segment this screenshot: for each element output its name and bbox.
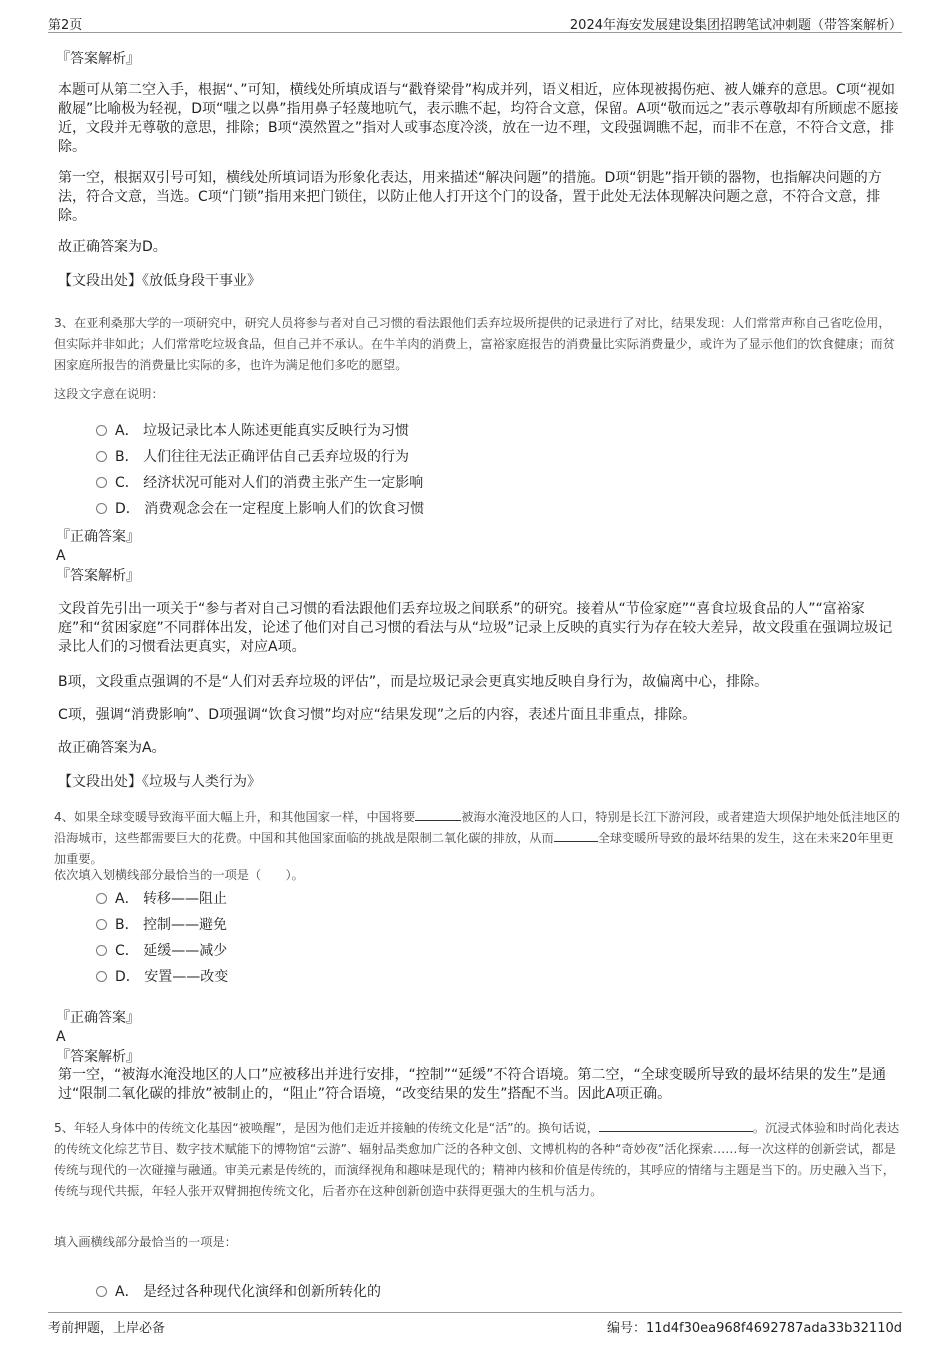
page-footer bbox=[48, 1312, 902, 1335]
radio-icon[interactable] bbox=[96, 945, 107, 956]
q2-answer: 故正确答案为D。 bbox=[58, 239, 167, 255]
blank-line bbox=[554, 841, 598, 842]
q5-stem: 5、年轻人身体中的传统文化基因“被唤醒”，是因为他们走近并接触的传统文化是“活”的。换句话说， 。沉浸式体验和时尚化表达的传统文化综艺节目、数字技术赋能下的博物馆“云游”、辐射品类愈加广泛的各种文创、文博机构的各种“奇妙夜”活化探索……每一次这样的创新尝试，都是传统与现代的一次碰撞与融通。审美元素是传统的，而演绎视角和趣味是现代的；精神内核和价值是传统的，其呼应的情绪与主题是当下的。历史融入当下，传统与现代共振，年轻人张开双臂拥抱传统文化，后者亦在这种创新创造中获得更强大的生机与活力。 bbox=[54, 1121, 900, 1198]
radio-icon[interactable] bbox=[96, 893, 107, 904]
radio-icon[interactable] bbox=[96, 1286, 107, 1297]
blank-line bbox=[415, 820, 461, 821]
q5-ask: 填入画横线部分最恰当的一项是： bbox=[54, 1235, 237, 1249]
q3-source: 【文段出处】《垃圾与人类行为》 bbox=[58, 774, 261, 790]
option-label: C． 延缓——减少 bbox=[115, 943, 228, 959]
radio-icon[interactable] bbox=[96, 425, 107, 436]
radio-icon[interactable] bbox=[96, 451, 107, 462]
q3-option-d[interactable] bbox=[96, 499, 424, 519]
option-label: A． 转移——阻止 bbox=[115, 891, 228, 907]
page-number: 第2页 bbox=[48, 18, 83, 33]
q3-option-b[interactable] bbox=[96, 447, 409, 467]
q3-analysis-p1: 文段首先引出一项关于“参与者对自己习惯的看法跟他们丢弃垃圾之间联系”的研究。接着从“节俭家庭”“喜食垃圾食品的人”“富裕家庭”和“贫困家庭”不同群体出发，论述了他们对自己习惯的看法与从“垃圾”记录上反映的真实行为存在较大差异，故文段重在强调垃圾记录比人们的习惯看法更真实，对应A项。 bbox=[58, 601, 893, 655]
radio-icon[interactable] bbox=[96, 919, 107, 930]
q3-analysis-p3: C项，强调“消费影响”、D项强调“饮食习惯”均对应“结果发现”之后的内容，表述片面且非重点，排除。 bbox=[58, 707, 697, 723]
q4-option-c[interactable] bbox=[96, 941, 227, 961]
q2-analysis-p2: 第一空，根据双引号可知，横线处所填词语为形象化表达，用来描述“解决问题”的措施。D项“钥匙”指开锁的器物，也指解决问题的方法，符合文意，当选。C项“门锁”指用来把门锁住，以防止他人打开这个门的设备，置于此处无法体现解决问题之意，不符合文意，排除。 bbox=[58, 170, 882, 224]
document-id: 编号：11d4f30ea968f4692787ada33b32110d bbox=[606, 1321, 902, 1336]
page-header bbox=[48, 12, 902, 33]
q4-stem: 4、如果全球变暖导致海平面大幅上升，和其他国家一样，中国将要 被海水淹没地区的人口，特别是长江下游河段，或者建造大坝保护地处低洼地区的沿海城市，这些都需要巨大的花费。中国和其他国家面临的挑战是限制二氧化碳的排放，从而 全球变暖所导致的最坏结果的发生，这在未来20年里更加重要。 bbox=[54, 810, 900, 866]
q2-analysis-label: 『答案解析』 bbox=[56, 51, 140, 67]
radio-icon[interactable] bbox=[96, 503, 107, 514]
q3-stem: 3、在亚利桑那大学的一项研究中，研究人员将参与者对自己习惯的看法跟他们丢弃垃圾所提供的记录进行了对比，结果发现：人们常常声称自己省吃俭用，但实际并非如此；人们常常吃垃圾食品，但自己并不承认。在牛羊肉的消费上，富裕家庭报告的消费量比实际消费量少，或许为了显示他们的饮食健康；而贫困家庭所报告的消费量比实际的多，也许为满足他们多吃的愿望。 bbox=[54, 316, 895, 372]
q4-option-b[interactable] bbox=[96, 915, 227, 935]
q3-correct-label: 『正确答案』 bbox=[56, 529, 140, 545]
option-label: A． 是经过各种现代化演绎和创新所转化的 bbox=[115, 1284, 382, 1300]
option-label: C． 经济状况可能对人们的消费主张产生一定影响 bbox=[115, 475, 424, 491]
option-label: A． 垃圾记录比本人陈述更能真实反映行为习惯 bbox=[115, 423, 410, 439]
blank-line bbox=[599, 1131, 753, 1132]
q3-option-c[interactable] bbox=[96, 473, 423, 493]
q3-correct-answer: A bbox=[56, 548, 66, 564]
q3-ask: 这段文字意在说明： bbox=[54, 387, 164, 401]
q4-ask: 依次填入划横线部分最恰当的一项是（ ）。 bbox=[54, 868, 304, 882]
option-label: B． 人们往往无法正确评估自己丢弃垃圾的行为 bbox=[115, 449, 410, 465]
q3-option-a[interactable] bbox=[96, 421, 409, 441]
q2-analysis-p1: 本题可从第二空入手，根据“、”可知，横线处所填成语与“戳脊梁骨”构成并列，语义相近，应体现被揭伤疤、被人嫌弃的意思。C项“视如敝屣”比喻极为轻视，D项“嗤之以鼻”指用鼻子轻蔑地吭气，表示瞧不起，均符合文意，保留。A项“敬而远之”表示尊敬却有所顾虑不愿接近，文段并无尊敬的意思，排除；B项“漠然置之”指对人或事态度冷淡，放在一边不理，文段强调瞧不起，而非不在意，不符合文意，排除。 bbox=[58, 82, 899, 155]
q2-source: 【文段出处】《放低身段干事业》 bbox=[58, 273, 261, 289]
q3-analysis-label: 『答案解析』 bbox=[56, 568, 140, 584]
option-label: D． 消费观念会在一定程度上影响人们的饮食习惯 bbox=[115, 501, 425, 517]
q4-correct-answer: A bbox=[56, 1029, 66, 1045]
option-label: B． 控制——避免 bbox=[115, 917, 228, 933]
q4-option-a[interactable] bbox=[96, 889, 227, 909]
footer-slogan: 考前押题，上岸必备 bbox=[48, 1321, 166, 1336]
document-title: 2024年海安发展建设集团招聘笔试冲刺题（带答案解析） bbox=[569, 18, 902, 33]
radio-icon[interactable] bbox=[96, 477, 107, 488]
radio-icon[interactable] bbox=[96, 971, 107, 982]
q4-analysis-p1: 第一空，“被海水淹没地区的人口”应被移出并进行安排，“控制”“延缓”不符合语境。第二空，“全球变暖所导致的最坏结果的发生”是通过“限制二氧化碳的排放”被制止的，“阻止”符合语境，“改变结果的发生”搭配不当。因此A项正确。 bbox=[58, 1067, 887, 1102]
q3-answer: 故正确答案为A。 bbox=[58, 740, 166, 756]
option-label: D． 安置——改变 bbox=[115, 969, 229, 985]
q4-analysis-label: 『答案解析』 bbox=[56, 1049, 140, 1065]
q4-correct-label: 『正确答案』 bbox=[56, 1010, 140, 1026]
q4-option-d[interactable] bbox=[96, 967, 228, 987]
q3-analysis-p2: B项，文段重点强调的不是“人们对丢弃垃圾的评估”，而是垃圾记录会更真实地反映自身行为，故偏离中心，排除。 bbox=[58, 674, 769, 690]
q5-option-a[interactable] bbox=[96, 1282, 381, 1302]
